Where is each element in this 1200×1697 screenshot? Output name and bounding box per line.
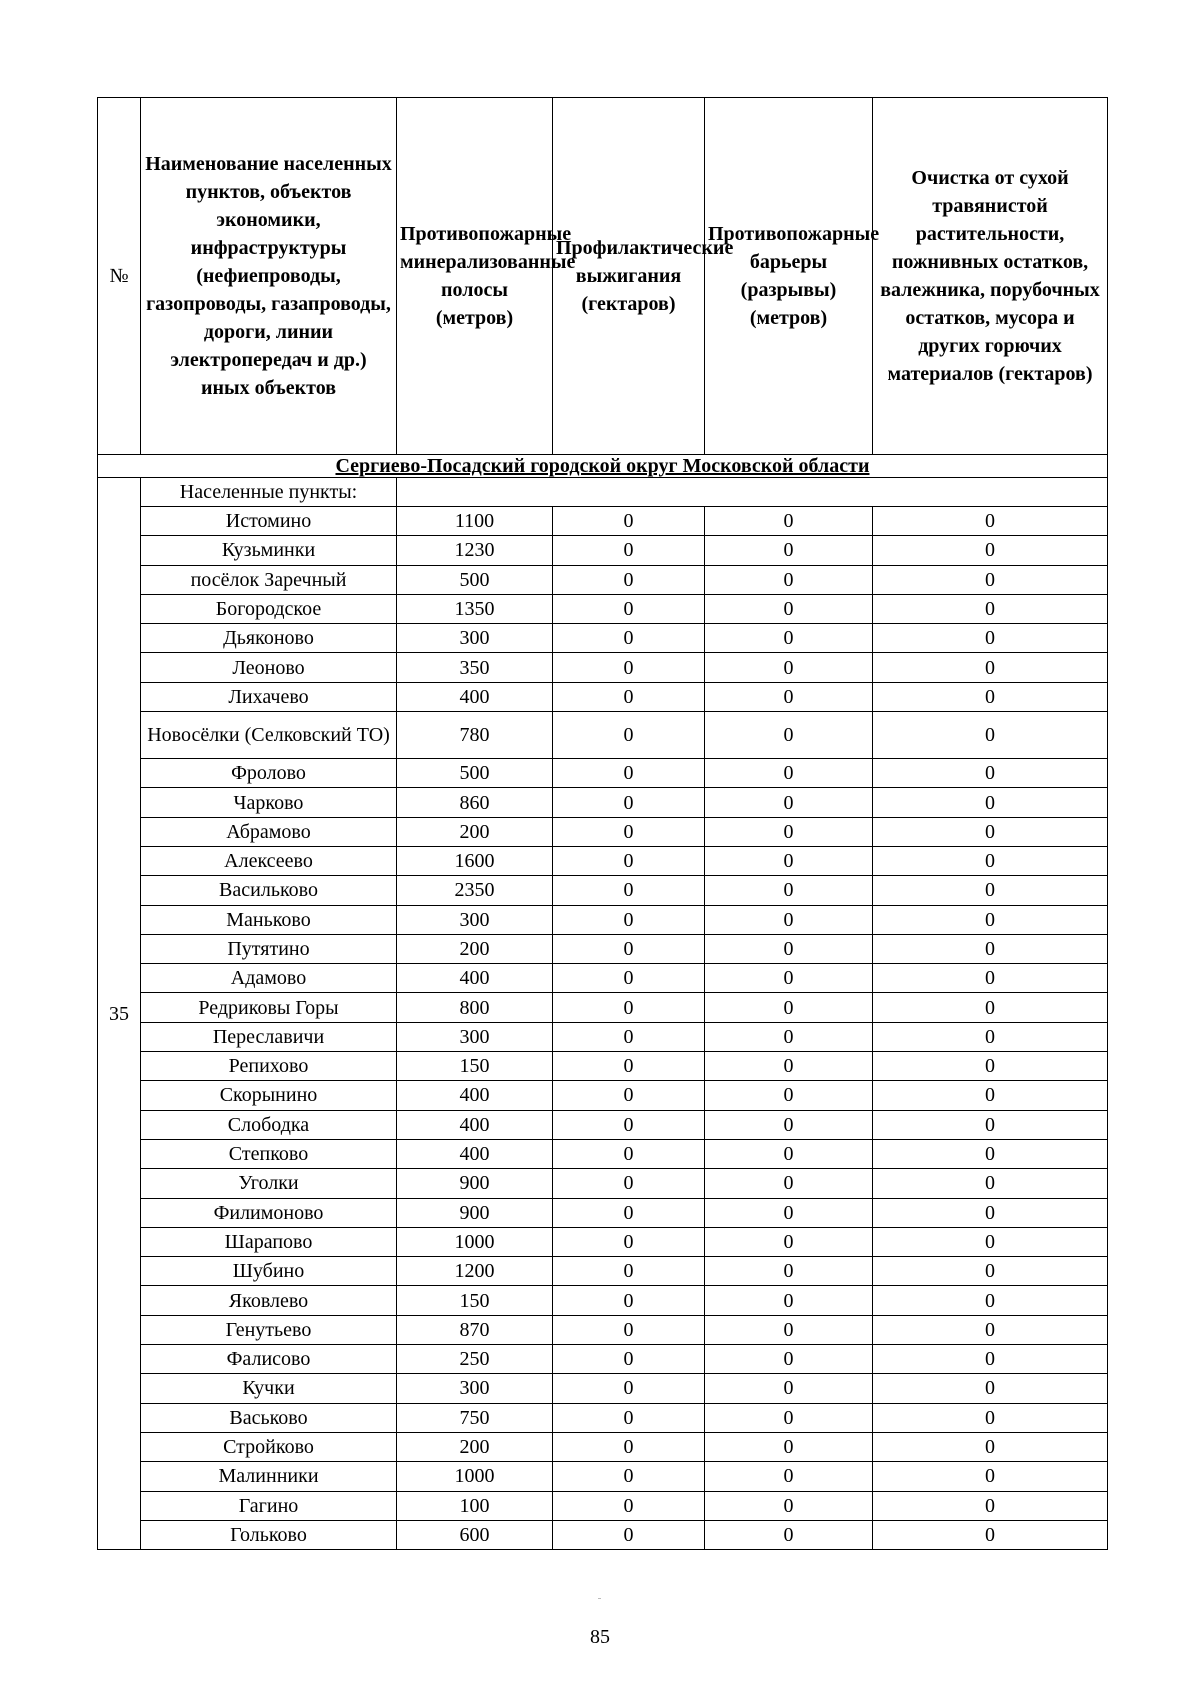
table-row xyxy=(98,565,1108,594)
cell-cleaning: 0 xyxy=(873,1491,1108,1520)
table-row xyxy=(98,1169,1108,1198)
header-burning: Профилактические выжигания (гектаров) xyxy=(553,98,705,455)
cell-cleaning: 0 xyxy=(873,1227,1108,1256)
cell-burning: 0 xyxy=(553,565,705,594)
cell-strips: 250 xyxy=(397,1345,553,1374)
cell-burning: 0 xyxy=(553,1052,705,1081)
table-row xyxy=(98,1257,1108,1286)
table-row xyxy=(98,1139,1108,1168)
cell-cleaning: 0 xyxy=(873,712,1108,759)
table-row xyxy=(98,507,1108,536)
cell-burning: 0 xyxy=(553,1022,705,1051)
cell-burning: 0 xyxy=(553,1345,705,1374)
cell-burning: 0 xyxy=(553,1081,705,1110)
cell-strips: 200 xyxy=(397,934,553,963)
cell-burning: 0 xyxy=(553,1491,705,1520)
table-row xyxy=(98,964,1108,993)
cell-cleaning: 0 xyxy=(873,1520,1108,1549)
cell-strips: 400 xyxy=(397,1081,553,1110)
cell-burning: 0 xyxy=(553,1432,705,1461)
cell-cleaning: 0 xyxy=(873,1345,1108,1374)
cell-name: посёлок Заречный xyxy=(141,565,397,594)
cell-strips: 870 xyxy=(397,1315,553,1344)
cell-burning: 0 xyxy=(553,536,705,565)
cell-barriers: 0 xyxy=(705,846,873,875)
header-barriers: Противопожарные барьеры (разрывы) (метров) xyxy=(705,98,873,455)
cell-strips: 400 xyxy=(397,1139,553,1168)
cell-strips: 1000 xyxy=(397,1462,553,1491)
cell-strips: 350 xyxy=(397,653,553,682)
subheading-blank xyxy=(397,478,1108,507)
table-row xyxy=(98,594,1108,623)
cell-barriers: 0 xyxy=(705,1052,873,1081)
cell-strips: 2350 xyxy=(397,876,553,905)
subheading: Населенные пункты: xyxy=(141,478,397,507)
cell-barriers: 0 xyxy=(705,653,873,682)
table-row xyxy=(98,934,1108,963)
cell-name: Новосёлки (Селковский ТО) xyxy=(141,712,397,759)
cell-barriers: 0 xyxy=(705,565,873,594)
cell-strips: 400 xyxy=(397,964,553,993)
cell-barriers: 0 xyxy=(705,594,873,623)
cell-burning: 0 xyxy=(553,1198,705,1227)
cell-barriers: 0 xyxy=(705,1520,873,1549)
cell-strips: 500 xyxy=(397,565,553,594)
table-row xyxy=(98,876,1108,905)
cell-name: Генутьево xyxy=(141,1315,397,1344)
cell-burning: 0 xyxy=(553,817,705,846)
cell-burning: 0 xyxy=(553,1257,705,1286)
cell-name: Фролово xyxy=(141,759,397,788)
cell-burning: 0 xyxy=(553,846,705,875)
table-row xyxy=(98,1110,1108,1139)
cell-barriers: 0 xyxy=(705,624,873,653)
cell-cleaning: 0 xyxy=(873,507,1108,536)
header-strips: Противопожарные минерализованные полосы (метров) xyxy=(397,98,553,455)
cell-burning: 0 xyxy=(553,1227,705,1256)
cell-strips: 400 xyxy=(397,682,553,711)
scan-mark xyxy=(598,1598,601,1599)
cell-name: Стройково xyxy=(141,1432,397,1461)
cell-cleaning: 0 xyxy=(873,1462,1108,1491)
table-row xyxy=(98,1432,1108,1461)
cell-name: Кузьминки xyxy=(141,536,397,565)
cell-cleaning: 0 xyxy=(873,594,1108,623)
header-cleaning: Очистка от сухой травянистой растительности, пожнивных остатков, валежника, порубочных остатков, мусора и других горючих материалов (гектаров) xyxy=(873,98,1108,455)
fire-prevention-table xyxy=(97,97,1108,1550)
cell-barriers: 0 xyxy=(705,1345,873,1374)
cell-cleaning: 0 xyxy=(873,1315,1108,1344)
cell-barriers: 0 xyxy=(705,1169,873,1198)
cell-burning: 0 xyxy=(553,934,705,963)
cell-barriers: 0 xyxy=(705,993,873,1022)
header-name: Наименование населенных пунктов, объектов экономики, инфраструктуры (нефиепроводы, газопроводы, газапроводы, дороги, линии электропередач и др.) иных объектов xyxy=(141,98,397,455)
table-row xyxy=(98,1315,1108,1344)
table-row xyxy=(98,1462,1108,1491)
table-row xyxy=(98,1345,1108,1374)
cell-cleaning: 0 xyxy=(873,1139,1108,1168)
table-row xyxy=(98,1520,1108,1549)
cell-name: Леоново xyxy=(141,653,397,682)
cell-name: Переславичи xyxy=(141,1022,397,1051)
cell-barriers: 0 xyxy=(705,712,873,759)
cell-name: Истомино xyxy=(141,507,397,536)
cell-name: Гагино xyxy=(141,1491,397,1520)
cell-barriers: 0 xyxy=(705,817,873,846)
cell-barriers: 0 xyxy=(705,1257,873,1286)
cell-name: Малинники xyxy=(141,1462,397,1491)
cell-name: Кучки xyxy=(141,1374,397,1403)
cell-name: Маньково xyxy=(141,905,397,934)
cell-strips: 200 xyxy=(397,817,553,846)
cell-cleaning: 0 xyxy=(873,788,1108,817)
table-row xyxy=(98,1198,1108,1227)
cell-barriers: 0 xyxy=(705,1227,873,1256)
cell-strips: 400 xyxy=(397,1110,553,1139)
cell-name: Филимоново xyxy=(141,1198,397,1227)
cell-name: Путятино xyxy=(141,934,397,963)
cell-barriers: 0 xyxy=(705,1432,873,1461)
cell-name: Чарково xyxy=(141,788,397,817)
cell-barriers: 0 xyxy=(705,1110,873,1139)
cell-strips: 750 xyxy=(397,1403,553,1432)
cell-name: Гольково xyxy=(141,1520,397,1549)
cell-burning: 0 xyxy=(553,594,705,623)
table-row xyxy=(98,1052,1108,1081)
cell-cleaning: 0 xyxy=(873,1169,1108,1198)
table-row xyxy=(98,653,1108,682)
cell-cleaning: 0 xyxy=(873,817,1108,846)
group-number: 35 xyxy=(98,478,141,1550)
cell-cleaning: 0 xyxy=(873,993,1108,1022)
cell-strips: 300 xyxy=(397,624,553,653)
cell-burning: 0 xyxy=(553,1169,705,1198)
cell-burning: 0 xyxy=(553,507,705,536)
table-row xyxy=(98,846,1108,875)
cell-cleaning: 0 xyxy=(873,876,1108,905)
cell-strips: 500 xyxy=(397,759,553,788)
cell-cleaning: 0 xyxy=(873,964,1108,993)
cell-barriers: 0 xyxy=(705,788,873,817)
cell-name: Репихово xyxy=(141,1052,397,1081)
cell-cleaning: 0 xyxy=(873,1022,1108,1051)
cell-strips: 780 xyxy=(397,712,553,759)
header-row xyxy=(98,98,1108,455)
table-row xyxy=(98,1286,1108,1315)
cell-cleaning: 0 xyxy=(873,905,1108,934)
cell-strips: 300 xyxy=(397,905,553,934)
cell-barriers: 0 xyxy=(705,1139,873,1168)
table-row xyxy=(98,1491,1108,1520)
cell-barriers: 0 xyxy=(705,1081,873,1110)
cell-name: Лихачево xyxy=(141,682,397,711)
cell-burning: 0 xyxy=(553,1462,705,1491)
table-row xyxy=(98,1081,1108,1110)
cell-burning: 0 xyxy=(553,1403,705,1432)
cell-barriers: 0 xyxy=(705,934,873,963)
cell-name: Богородское xyxy=(141,594,397,623)
cell-burning: 0 xyxy=(553,876,705,905)
cell-burning: 0 xyxy=(553,1374,705,1403)
cell-strips: 800 xyxy=(397,993,553,1022)
section-row xyxy=(98,455,1108,478)
cell-cleaning: 0 xyxy=(873,934,1108,963)
table-row xyxy=(98,759,1108,788)
cell-cleaning: 0 xyxy=(873,759,1108,788)
cell-burning: 0 xyxy=(553,1315,705,1344)
cell-cleaning: 0 xyxy=(873,1432,1108,1461)
cell-name: Алексеево xyxy=(141,846,397,875)
cell-strips: 900 xyxy=(397,1198,553,1227)
cell-barriers: 0 xyxy=(705,1286,873,1315)
cell-cleaning: 0 xyxy=(873,1403,1108,1432)
cell-strips: 1230 xyxy=(397,536,553,565)
cell-burning: 0 xyxy=(553,653,705,682)
header-number: № xyxy=(98,98,141,455)
cell-name: Скорынино xyxy=(141,1081,397,1110)
table-row xyxy=(98,905,1108,934)
cell-barriers: 0 xyxy=(705,964,873,993)
cell-barriers: 0 xyxy=(705,507,873,536)
cell-strips: 300 xyxy=(397,1022,553,1051)
cell-strips: 1000 xyxy=(397,1227,553,1256)
cell-strips: 1350 xyxy=(397,594,553,623)
cell-name: Уголки xyxy=(141,1169,397,1198)
cell-burning: 0 xyxy=(553,1139,705,1168)
cell-name: Адамово xyxy=(141,964,397,993)
cell-name: Васильково xyxy=(141,876,397,905)
table-row xyxy=(98,624,1108,653)
cell-barriers: 0 xyxy=(705,1022,873,1051)
cell-barriers: 0 xyxy=(705,1491,873,1520)
cell-strips: 300 xyxy=(397,1374,553,1403)
cell-cleaning: 0 xyxy=(873,653,1108,682)
cell-strips: 150 xyxy=(397,1052,553,1081)
cell-cleaning: 0 xyxy=(873,565,1108,594)
cell-name: Шубино xyxy=(141,1257,397,1286)
cell-cleaning: 0 xyxy=(873,1286,1108,1315)
table-row xyxy=(98,1227,1108,1256)
cell-cleaning: 0 xyxy=(873,846,1108,875)
cell-burning: 0 xyxy=(553,993,705,1022)
cell-burning: 0 xyxy=(553,624,705,653)
cell-name: Фалисово xyxy=(141,1345,397,1374)
cell-strips: 600 xyxy=(397,1520,553,1549)
cell-cleaning: 0 xyxy=(873,536,1108,565)
table-row xyxy=(98,1374,1108,1403)
cell-name: Слободка xyxy=(141,1110,397,1139)
cell-burning: 0 xyxy=(553,759,705,788)
table-row xyxy=(98,1022,1108,1051)
cell-name: Яковлево xyxy=(141,1286,397,1315)
cell-name: Степково xyxy=(141,1139,397,1168)
cell-cleaning: 0 xyxy=(873,1052,1108,1081)
cell-strips: 1100 xyxy=(397,507,553,536)
cell-burning: 0 xyxy=(553,712,705,759)
page-number: 85 xyxy=(590,1626,610,1648)
cell-name: Абрамово xyxy=(141,817,397,846)
cell-barriers: 0 xyxy=(705,1315,873,1344)
cell-barriers: 0 xyxy=(705,536,873,565)
cell-name: Дьяконово xyxy=(141,624,397,653)
cell-burning: 0 xyxy=(553,788,705,817)
cell-name: Шарапово xyxy=(141,1227,397,1256)
cell-name: Васьково xyxy=(141,1403,397,1432)
cell-cleaning: 0 xyxy=(873,1198,1108,1227)
cell-barriers: 0 xyxy=(705,759,873,788)
cell-barriers: 0 xyxy=(705,905,873,934)
cell-barriers: 0 xyxy=(705,1374,873,1403)
cell-barriers: 0 xyxy=(705,682,873,711)
cell-barriers: 0 xyxy=(705,1403,873,1432)
table-row xyxy=(98,993,1108,1022)
cell-strips: 200 xyxy=(397,1432,553,1461)
cell-strips: 150 xyxy=(397,1286,553,1315)
table-row xyxy=(98,536,1108,565)
cell-cleaning: 0 xyxy=(873,1257,1108,1286)
cell-strips: 1600 xyxy=(397,846,553,875)
cell-strips: 860 xyxy=(397,788,553,817)
table-row xyxy=(98,817,1108,846)
cell-name: Редриковы Горы xyxy=(141,993,397,1022)
cell-cleaning: 0 xyxy=(873,1110,1108,1139)
cell-barriers: 0 xyxy=(705,1198,873,1227)
cell-cleaning: 0 xyxy=(873,1081,1108,1110)
cell-burning: 0 xyxy=(553,682,705,711)
table-row xyxy=(98,788,1108,817)
cell-burning: 0 xyxy=(553,1110,705,1139)
cell-barriers: 0 xyxy=(705,876,873,905)
table-row xyxy=(98,682,1108,711)
cell-strips: 900 xyxy=(397,1169,553,1198)
cell-burning: 0 xyxy=(553,964,705,993)
cell-burning: 0 xyxy=(553,905,705,934)
table-row xyxy=(98,1403,1108,1432)
table-row xyxy=(98,712,1108,759)
cell-cleaning: 0 xyxy=(873,1374,1108,1403)
section-title: Сергиево-Посадский городской округ Московской области xyxy=(98,455,1108,478)
cell-burning: 0 xyxy=(553,1520,705,1549)
cell-strips: 1200 xyxy=(397,1257,553,1286)
cell-burning: 0 xyxy=(553,1286,705,1315)
cell-cleaning: 0 xyxy=(873,624,1108,653)
cell-cleaning: 0 xyxy=(873,682,1108,711)
cell-strips: 100 xyxy=(397,1491,553,1520)
cell-barriers: 0 xyxy=(705,1462,873,1491)
subheading-row xyxy=(98,478,1108,507)
